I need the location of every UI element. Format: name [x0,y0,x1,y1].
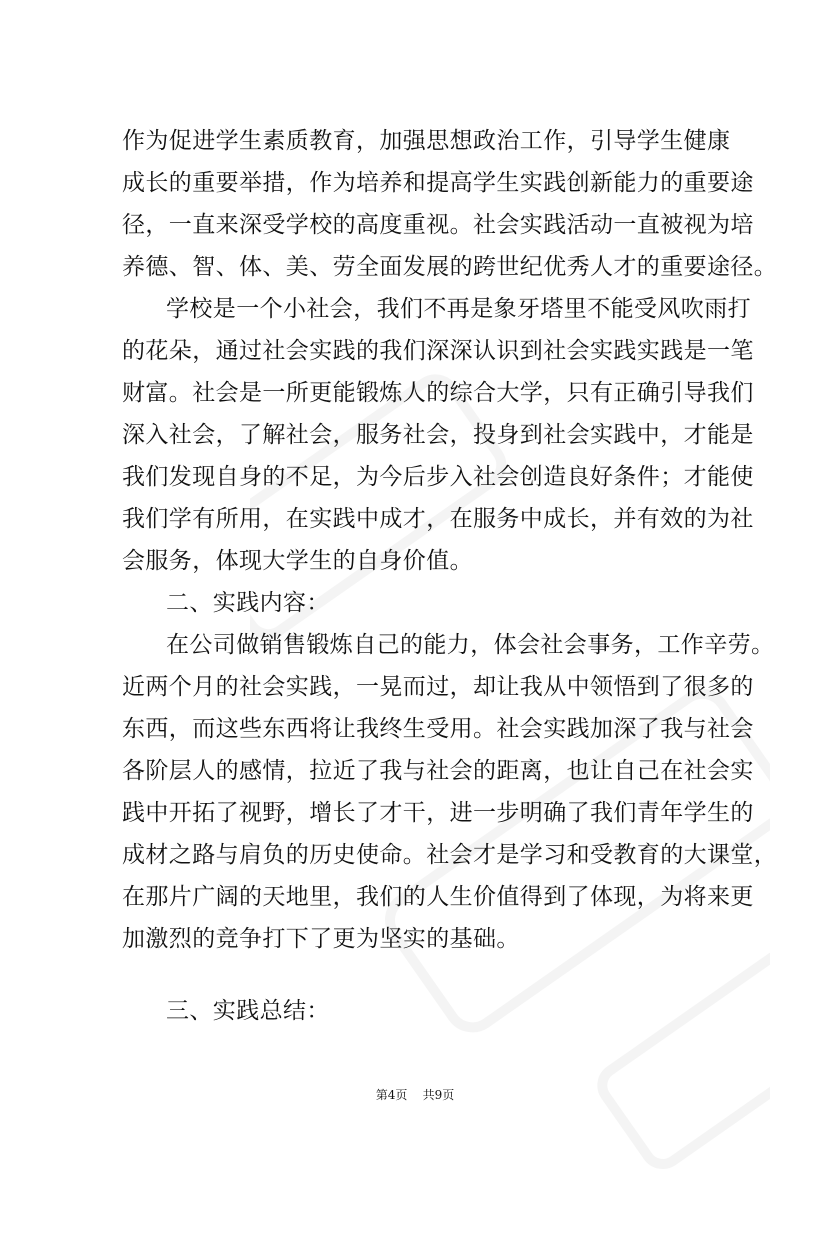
paragraph-line: 的花朵，通过社会实践的我们深深认识到社会实践实践是一笔 [122,338,754,364]
paragraph-line: 学校是一个小社会，我们不再是象牙塔里不能受风吹雨打 [166,296,751,322]
paragraph-line: 会服务，体现大学生的自身价值。 [122,548,473,574]
paragraph-line: 我们学有所用，在实践中成才，在服务中成长，并有效的为社 [122,506,754,532]
page-footer [0,1086,830,1103]
paragraph-line: 作为促进学生素质教育，加强思想政治工作，引导学生健康 [122,128,731,154]
paragraph-line: 在公司做销售锻炼自己的能力，体会社会事务，工作辛劳。 [166,632,775,658]
paragraph-line: 东西，而这些东西将让我终生受用。社会实践加深了我与社会 [122,716,754,742]
paragraph-line: 我们发现自身的不足，为今后步入社会创造良好条件；才能使 [122,464,754,490]
paragraph-line: 践中开拓了视野，增长了才干，进一步明确了我们青年学生的 [122,800,754,826]
paragraph-line: 各阶层人的感情，拉近了我与社会的距离，也让自己在社会实 [122,758,754,784]
section-heading: 二、实践内容： [166,590,330,616]
section-heading: 三、实践总结： [166,998,330,1024]
paragraph-line: 财富。社会是一所更能锻炼人的综合大学，只有正确引导我们 [122,380,754,406]
paragraph-line: 深入社会，了解社会，服务社会，投身到社会实践中，才能是 [122,422,754,448]
paragraph-line: 在那片广阔的天地里，我们的人生价值得到了体现，为将来更 [122,884,754,910]
paragraph-line: 近两个月的社会实践，一晃而过，却让我从中领悟到了很多的 [122,674,754,700]
paragraph-line: 成材之路与肩负的历史使命。社会才是学习和受教育的大课堂， [122,842,778,868]
paragraph-line: 养德、智、体、美、劳全面发展的跨世纪优秀人才的重要途径。 [122,254,778,280]
paragraph-line: 成长的重要举措，作为培养和提高学生实践创新能力的重要途 [122,170,754,196]
page-number: 第4页 [375,1088,408,1102]
paragraph-line: 径，一直来深受学校的高度重视。社会实践活动一直被视为培 [122,212,754,238]
paragraph-line: 加激烈的竞争打下了更为坚实的基础。 [122,926,520,952]
page-total: 共9页 [422,1088,455,1102]
